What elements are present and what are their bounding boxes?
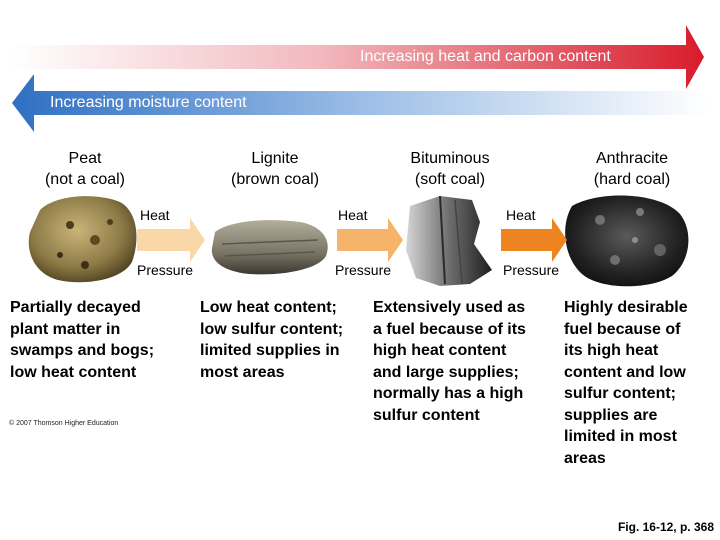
process-label-pressure-2: Pressure [335, 262, 392, 278]
process-label-pressure-3: Pressure [503, 262, 560, 278]
process-label-pressure-1: Pressure [137, 262, 194, 278]
stage-subtitle: (soft coal) [414, 171, 486, 188]
moisture-label: Increasing moisture content [50, 94, 247, 111]
heat-carbon-label: Increasing heat and carbon content [360, 48, 611, 65]
process-label-heat-3: Heat [506, 207, 536, 223]
stage-subtitle: (hard coal) [593, 171, 671, 188]
stage-name: Bituminous [410, 150, 490, 167]
copyright-notice: © 2007 Thomson Higher Education [9, 420, 119, 427]
description-anthracite: Highly desirable fuel because of its high heat content and low sulfur content; supplies are limited in most areas [564, 299, 688, 467]
stage-name: Lignite [251, 150, 299, 167]
lignite-rock-image [212, 220, 328, 274]
stage-name: Anthracite [595, 150, 669, 167]
stage-name: Peat [68, 150, 102, 167]
description-peat: Partially decayed plant matter in swamps and bogs; low heat content [10, 299, 155, 381]
process-label-heat-1: Heat [140, 207, 170, 223]
anthracite-rock-image [565, 196, 688, 287]
process-arrow-3 [501, 218, 567, 262]
bituminous-rock-image [406, 196, 492, 286]
process-arrow-2 [337, 218, 403, 262]
description-lignite: Low heat content; low sulfur content; limited supplies in most areas [200, 299, 344, 381]
process-label-heat-2: Heat [338, 207, 368, 223]
stage-subtitle: (brown coal) [230, 171, 320, 188]
peat-rock-image [29, 196, 137, 282]
stage-subtitle: (not a coal) [44, 171, 126, 188]
process-arrow-1 [137, 218, 205, 262]
description-bituminous: Extensively used as a fuel because of its high heat content and large supplies; normally has a high sulfur content [373, 299, 526, 424]
figure-reference: Fig. 16-12, p. 368 [617, 520, 714, 534]
